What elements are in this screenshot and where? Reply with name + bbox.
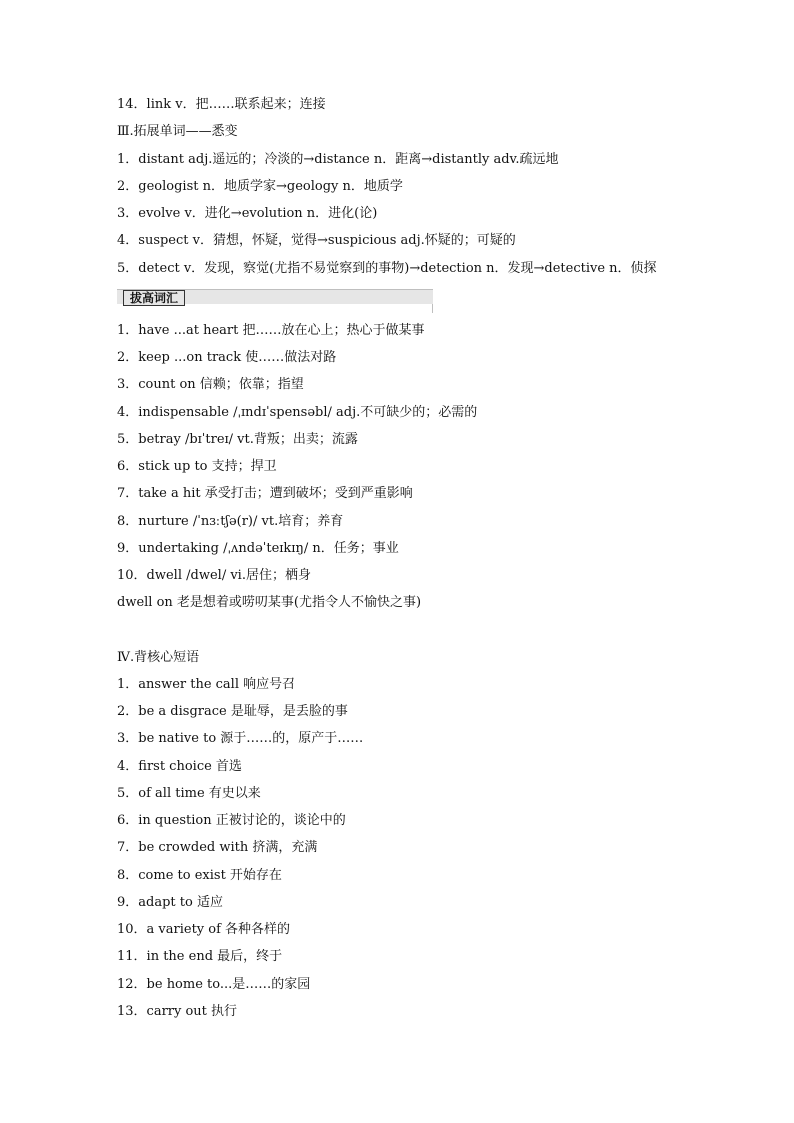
phrase-line: 1．answer the call 响应号召: [117, 677, 296, 692]
vocab-line: 1．have ...at heart 把……放在心上；热心于做某事: [117, 323, 425, 338]
vocab-line: 4．indispensable /ˌɪndɪˈspensəbl/ adj.不可缺少的；必需的: [117, 405, 478, 420]
vocab-line: 3．count on 信赖；依靠；指望: [117, 377, 304, 392]
vocab-line: 2．geologist n．地质学家→geology n．地质学: [117, 179, 403, 194]
phrase-line: 9．adapt to 适应: [117, 895, 223, 910]
phrase-line: 2．be a disgrace 是耻辱，是丢脸的事: [117, 704, 348, 719]
phrase-line: 11．in the end 最后，终于: [117, 949, 283, 964]
vocab-line: 8．nurture /ˈnɜːtʃə(r)/ vt.培育；养育: [117, 514, 344, 529]
vocab-line: 2．keep ...on track 使……做法对路: [117, 350, 337, 365]
vocab-line: 6．stick up to 支持；捍卫: [117, 459, 277, 474]
phrase-line: 6．in question 正被讨论的，谈论中的: [117, 813, 346, 828]
phrase-line: 12．be home to...是……的家园: [117, 977, 311, 992]
section-header-label: 拔高词汇: [123, 290, 185, 306]
phrase-line: 7．be crowded with 挤满，充满: [117, 840, 318, 855]
phrase-line: 4．first choice 首选: [117, 759, 242, 774]
vocab-line: 5．detect v．发现，察觉(尤指不易觉察到的事物)→detection n．发现→detective n．侦探: [117, 261, 657, 276]
phrase-line: 3．be native to 源于……的，原产于……: [117, 731, 364, 746]
phrase-line: 8．come to exist 开始存在: [117, 868, 282, 883]
phrase-line: 5．of all time 有史以来: [117, 786, 261, 801]
vocab-line: 5．betray /bɪˈtreɪ/ vt.背叛；出卖；流露: [117, 432, 358, 447]
vocab-line: 7．take a hit 承受打击；遭到破坏；受到严重影响: [117, 486, 413, 501]
vocab-line: 9．undertaking /ˌʌndəˈteɪkɪŋ/ n．任务；事业: [117, 541, 399, 556]
phrase-line: 13．carry out 执行: [117, 1004, 238, 1019]
section-header-box: [117, 289, 433, 313]
phrase-line: 10．a variety of 各种各样的: [117, 922, 291, 937]
vocab-line: 10．dwell /dwel/ vi.居住；栖身: [117, 568, 311, 583]
vocab-line: dwell on 老是想着或唠叨某事(尤指令人不愉快之事): [117, 595, 422, 610]
vocab-line: 4．suspect v．猜想，怀疑，觉得→suspicious adj.怀疑的；可疑的: [117, 233, 516, 248]
vocab-line: 1．distant adj.遥远的；冷淡的→distance n．距离→distantly adv.疏远地: [117, 152, 559, 167]
vocab-line: 14．link v．把……联系起来；连接: [117, 97, 326, 112]
section-heading-extended-words: Ⅲ.拓展单词——悉变: [117, 124, 238, 139]
vocab-line: 3．evolve v．进化→evolution n．进化(论): [117, 206, 378, 221]
section-heading-core-phrases: Ⅳ.背核心短语: [117, 650, 200, 665]
